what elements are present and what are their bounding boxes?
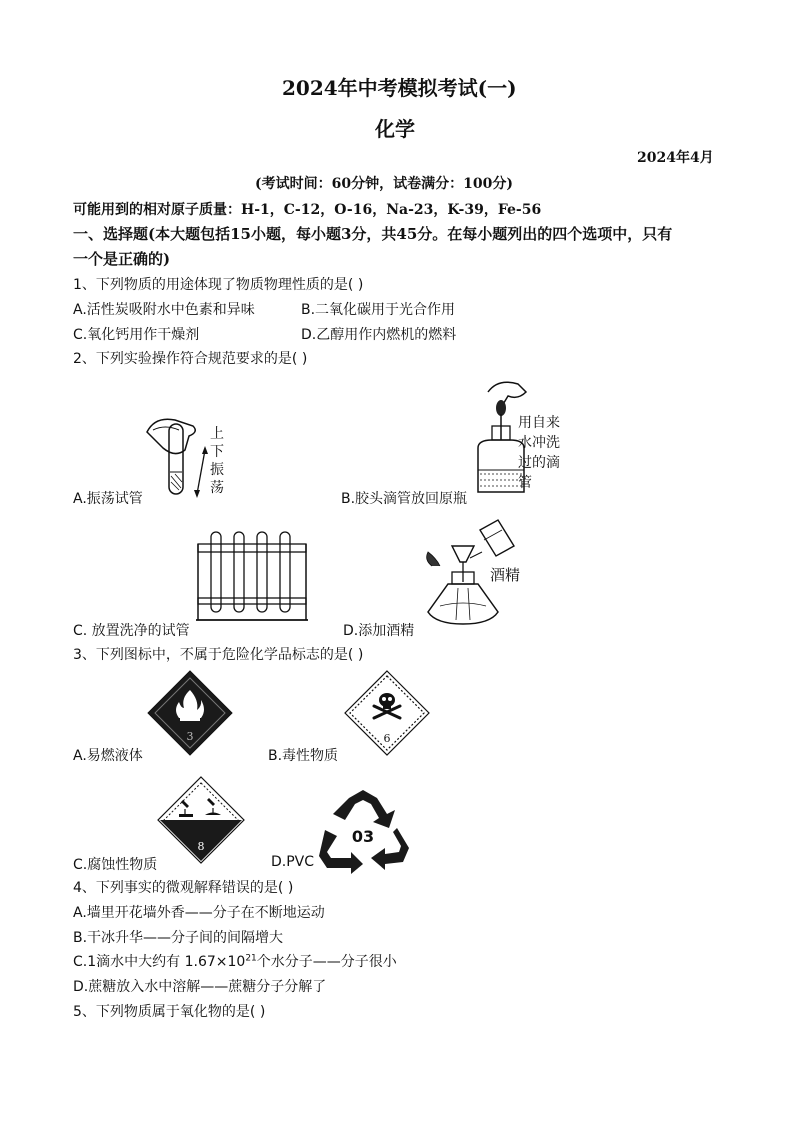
question-1-option-d[interactable]: D.乙醇用作内燃机的燃料 [301,327,457,343]
corrosive-sign-icon [157,776,245,864]
question-2-option-b[interactable]: B.胶头滴管放回原瓶 [341,491,468,507]
dropper-label-line: 过的滴 [518,455,560,471]
question-2-option-d[interactable]: D.添加酒精 [343,623,415,639]
question-4-option-b[interactable]: B.干冰升华——分子间的间隔增大 [73,930,284,946]
dropper-label-line: 水冲洗 [518,435,560,451]
question-2-option-a[interactable]: A.振荡试管 [73,491,143,507]
question-2-option-c[interactable]: C. 放置洗净的试管 [73,623,190,639]
shake-label [210,425,226,497]
section-heading-cont: 一个是正确的) [73,250,171,268]
dropper-label-line: 管 [518,475,532,491]
shake-label-char: 荡 [210,480,224,496]
flammable-sign-icon [147,670,233,756]
question-2-stem: 2、下列实验操作符合规范要求的是( ) [73,351,308,367]
question-4-option-c[interactable] [73,951,397,971]
atomic-masses: 可能用到的相对原子质量：H-1，C-12，O-16，Na-23，K-39，Fe-56 [73,202,542,218]
shake-label-char: 上 [210,426,224,442]
section-heading: 一、选择题(本大题包括15小题，每小题3分，共45分。在每小题列出的四个选项中，只有 [73,225,673,243]
alcohol-label: 酒精 [490,566,521,584]
question-1-option-c[interactable]: C.氧化钙用作干燥剂 [73,327,200,343]
subject-title: 化学 [375,117,415,141]
dropper-label [518,413,570,493]
question-5-stem: 5、下列物质属于氧化物的是( ) [73,1004,266,1020]
option-c-text: C.1滴水中大约有 1.67×10 [73,954,246,970]
question-1-option-a[interactable]: A.活性炭吸附水中色素和异味 [73,302,255,318]
shake-label-char: 振 [210,462,224,478]
exam-info: (考试时间：60分钟，试卷满分：100分) [255,176,513,192]
question-3-option-d[interactable]: D.PVC [271,854,315,870]
question-4-option-d[interactable]: D.蔗糖放入水中溶解——蔗糖分子分解了 [73,979,327,995]
flammable-sign-number: 3 [186,730,194,743]
recycle-code: 03 [351,827,375,846]
question-3-option-c[interactable]: C.腐蚀性物质 [73,857,158,873]
question-1-option-b[interactable]: B.二氧化碳用于光合作用 [301,302,456,318]
shake-label-char: 下 [210,444,224,460]
question-3-option-b[interactable]: B.毒性物质 [268,748,339,764]
dropper-label-line: 用自来 [518,415,560,431]
toxic-sign-number: 6 [383,732,391,745]
option-c-text-rest: 个水分子——分子很小 [256,954,397,970]
exam-date: 2024年4月 [637,150,714,166]
recycle-pvc-icon [315,790,411,874]
question-1-stem: 1、下列物质的用途体现了物质物理性质的是( ) [73,277,364,293]
tube-rack-figure [196,528,308,622]
option-c-exponent: 21 [245,953,257,964]
question-4-option-a[interactable]: A.墙里开花墙外香——分子在不断地运动 [73,905,325,921]
question-3-option-a[interactable]: A.易燃液体 [73,748,143,764]
question-3-stem: 3、下列图标中，不属于危险化学品标志的是( ) [73,647,364,663]
toxic-sign-icon [344,670,430,756]
question-4-stem: 4、下列事实的微观解释错误的是( ) [73,880,294,896]
page-title: 2024年中考模拟考试(一) [282,76,517,100]
corrosive-sign-number: 8 [197,840,205,853]
